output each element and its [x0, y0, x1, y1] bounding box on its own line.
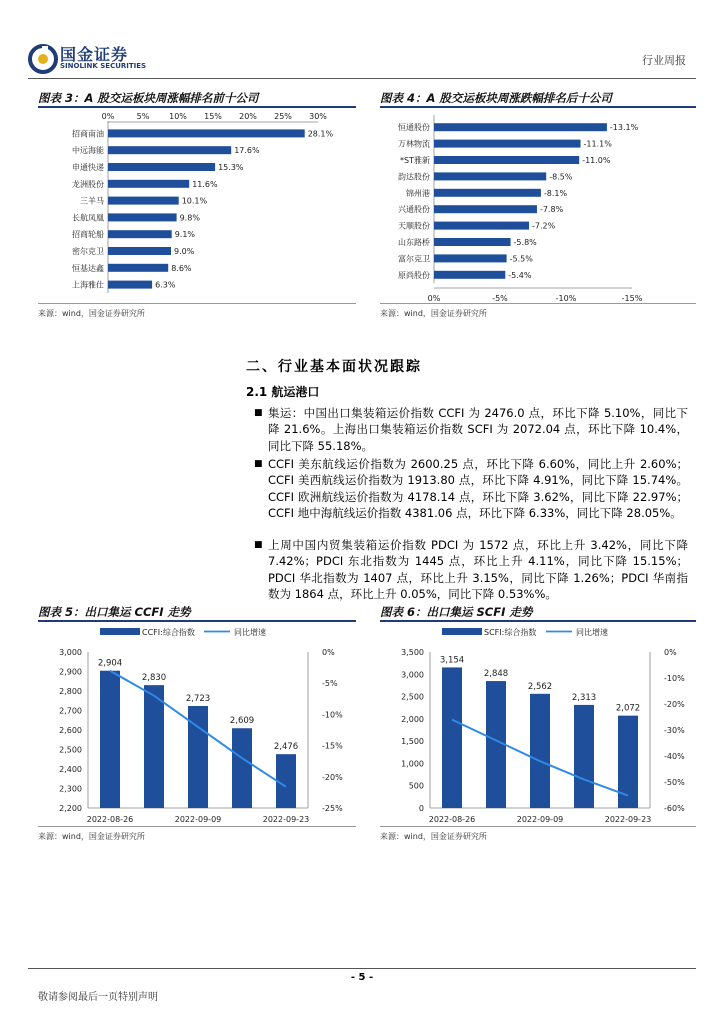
- data-label: -5.5%: [509, 254, 533, 264]
- category-label: 兴通股份: [398, 205, 430, 215]
- bar: [108, 180, 189, 188]
- logo-text: 国金证券: [60, 45, 129, 64]
- x-tick-label: 2022-09-09: [174, 815, 222, 824]
- data-label: -11.1%: [583, 139, 612, 149]
- data-label: 3,154: [439, 655, 465, 666]
- y-right-tick-label: 0%: [664, 648, 677, 657]
- sinolink-logo-icon: [28, 44, 58, 74]
- x-tick-label: -5%: [492, 294, 508, 303]
- y-left-tick-label: 2,200: [59, 804, 82, 813]
- data-label: -13.1%: [609, 123, 639, 133]
- y-right-tick-label: -50%: [664, 778, 685, 787]
- fig4-source: 来源：wind，国金证券研究所: [380, 309, 487, 318]
- category-label: 三羊马: [80, 196, 104, 206]
- data-label: 8.6%: [171, 263, 192, 273]
- category-label: 恒通股份: [398, 123, 430, 133]
- x-tick-label: 15%: [204, 112, 222, 121]
- data-label: 15.3%: [218, 163, 244, 172]
- legend-label: 同比增速: [234, 628, 266, 637]
- category-label: 韵达股份: [398, 172, 430, 182]
- x-tick-label: 20%: [239, 112, 257, 121]
- x-tick-label: 5%: [136, 112, 150, 121]
- data-label: 2,562: [527, 681, 553, 692]
- category-label: 山东路桥: [398, 238, 430, 247]
- fig5-source: 来源：wind，国金证券研究所: [38, 832, 145, 841]
- footer-rule: [28, 968, 696, 969]
- fig3-source: 来源：wind，国金证券研究所: [38, 309, 145, 318]
- y-left-tick-label: 2,900: [59, 667, 82, 677]
- bar: [108, 197, 179, 205]
- bar: [232, 728, 252, 808]
- category-label: 密尔克卫: [72, 247, 104, 256]
- x-tick-label: 30%: [309, 112, 327, 121]
- data-label: 10.1%: [181, 196, 208, 206]
- bar: [442, 667, 462, 808]
- category-label: 原尚股份: [398, 270, 430, 280]
- category-label: 锦州港: [406, 188, 430, 198]
- legend-label: 同比增速: [576, 628, 608, 637]
- y-right-tick-label: -5%: [322, 679, 338, 689]
- bar: [434, 254, 507, 262]
- y-left-tick-label: 2,600: [59, 726, 82, 735]
- y-right-tick-label: 0%: [322, 648, 335, 657]
- fig5-chart: [38, 622, 358, 826]
- category-label: 恒基达鑫: [72, 263, 104, 273]
- category-label: 招商轮船: [72, 230, 104, 240]
- data-label: 2,609: [229, 716, 255, 727]
- fig3-chart: [38, 108, 358, 304]
- bar: [108, 213, 177, 221]
- y-right-tick-label: -40%: [664, 752, 685, 761]
- y-left-tick-label: 2,000: [401, 714, 424, 724]
- category-label: 申通快递: [72, 163, 104, 172]
- y-right-tick-label: -20%: [664, 700, 685, 709]
- data-label: 2,848: [483, 669, 509, 680]
- data-label: -8.1%: [543, 188, 568, 198]
- bar: [434, 123, 607, 131]
- y-right-tick-label: -10%: [322, 710, 343, 720]
- bar: [434, 140, 581, 148]
- x-tick-label: 10%: [169, 112, 187, 121]
- y-left-tick-label: 2,500: [401, 692, 424, 702]
- y-right-tick-label: -15%: [322, 741, 343, 751]
- y-left-tick-label: 2,500: [59, 745, 82, 755]
- y-right-tick-label: -25%: [322, 804, 343, 813]
- header-rule: [28, 78, 696, 79]
- y-left-tick-label: 3,000: [401, 670, 424, 680]
- data-label: -5.8%: [513, 238, 537, 247]
- data-label: 11.6%: [192, 179, 218, 189]
- data-label: 2,313: [571, 692, 597, 703]
- bar: [108, 146, 231, 154]
- bar: [434, 172, 546, 180]
- data-label: -11.0%: [582, 156, 611, 165]
- bar: [434, 156, 579, 164]
- data-label: -5.4%: [508, 270, 532, 280]
- footer-disclaimer: 敬请参阅最后一页特别声明: [38, 992, 158, 1003]
- y-left-tick-label: 2,700: [59, 706, 82, 716]
- data-label: 2,072: [615, 703, 641, 714]
- fig6-title: 图表 6：出口集运 SCFI 走势: [380, 605, 533, 619]
- fig6-bottom-rule: [380, 826, 696, 827]
- report-type: 行业周报: [642, 54, 686, 67]
- x-tick-label: 2022-09-23: [604, 815, 652, 824]
- legend-label: CCFI:综合指数: [142, 628, 195, 637]
- bar: [144, 685, 164, 808]
- bar: [574, 705, 594, 808]
- bar: [434, 205, 537, 213]
- category-label: 龙洲股份: [72, 179, 104, 189]
- category-label: 富尔克卫: [398, 254, 430, 264]
- category-label: 中远海能: [72, 146, 104, 156]
- legend-label: SCFI:综合指数: [484, 628, 537, 637]
- fig4-chart: [380, 108, 696, 304]
- y-right-tick-label: -10%: [664, 674, 685, 683]
- category-label: 上海雅仕: [72, 280, 104, 290]
- bar: [100, 671, 120, 808]
- y-left-tick-label: 2,300: [59, 784, 82, 794]
- fig4-bottom-rule: [380, 303, 696, 304]
- data-label: 6.3%: [155, 280, 176, 290]
- bullet-paragraph-2: CCFI 美东航线运价指数为 2600.25 点，环比下降 6.60%，同比上升 2.60%；CCFI 美西航线运价指数为 1913.80 点，环比下降 4.91%，同比下降 15.74%。CCFI 欧洲航线运价指数为 4178.14 点，环比下降 3.62%，同比下降 22.97%；CCFI 地中海航线运价指数 4381.06 点，环比下降 6.33%，同比下降 28.05%。: [268, 457, 688, 520]
- x-tick-label: -10%: [555, 294, 577, 303]
- legend-swatch-bar: [442, 628, 482, 635]
- y-left-tick-label: 500: [408, 781, 424, 791]
- page-number: - 5 -: [350, 972, 374, 983]
- category-label: 天顺股份: [398, 221, 430, 231]
- y-left-tick-label: 1,000: [401, 759, 424, 769]
- fig5-title: 图表 5：出口集运 CCFI 走势: [38, 605, 191, 619]
- y-left-tick-label: 1,500: [401, 737, 424, 747]
- category-label: 万林物流: [398, 139, 430, 149]
- data-label: 2,830: [141, 673, 167, 684]
- data-label: 9.8%: [179, 213, 200, 223]
- bar: [108, 247, 171, 255]
- fig5-bottom-rule: [38, 826, 356, 827]
- data-label: -7.2%: [532, 221, 556, 231]
- x-tick-label: 2022-09-23: [262, 815, 310, 824]
- fig3-title: 图表 3：A 股交运板块周涨幅排名前十公司: [38, 91, 259, 105]
- fig6-source: 来源：wind，国金证券研究所: [380, 832, 487, 841]
- bar: [108, 163, 215, 171]
- y-left-tick-label: 3,500: [401, 648, 424, 657]
- y-right-tick-label: -60%: [664, 804, 685, 813]
- bar: [530, 694, 550, 808]
- y-left-tick-label: 3,000: [59, 648, 82, 657]
- category-label: *ST雅新: [400, 156, 430, 165]
- y-left-tick-label: 2,800: [59, 687, 82, 696]
- subsection-heading: 2.1 航运港口: [246, 385, 320, 399]
- fig6-chart: [380, 622, 696, 826]
- bar: [434, 271, 505, 279]
- y-left-tick-label: 2,400: [59, 765, 82, 774]
- x-tick-label: 2022-09-09: [516, 815, 564, 824]
- category-label: 长航凤凰: [72, 213, 104, 223]
- section-heading: 二、行业基本面状况跟踪: [246, 359, 422, 375]
- bullet-paragraph-3: 上周中国内贸集装箱运价指数 PDCI 为 1572 点，环比上升 3.42%，同比下降 7.42%；PDCI 东北指数为 1445 点，环比上升 4.11%，同比下降 15.15%；PDCI 华北指数为 1407 点，环比上升 3.15%，同比下降 1.26%；PDCI 华南指数为 1864 点，环比上升 0.05%，同比下降 0.53%%。: [268, 538, 688, 601]
- x-tick-label: -15%: [621, 294, 643, 303]
- y-right-tick-label: -20%: [322, 772, 343, 782]
- bar: [618, 716, 638, 808]
- data-label: 2,723: [185, 694, 211, 705]
- data-label: 9.1%: [174, 230, 196, 240]
- bar: [108, 264, 168, 272]
- bar: [108, 230, 172, 238]
- bullet-paragraph-1: 集运：中国出口集装箱运价指数 CCFI 为 2476.0 点，环比下降 5.10%，同比下降 21.6%。上海出口集装箱运价指数 SCFI 为 2072.04 点，环比下降 10.4%，同比下降 55.18%。: [268, 406, 688, 453]
- category-label: 招商南油: [72, 129, 104, 139]
- bullet-icon: ■: [254, 459, 263, 469]
- data-label: 28.1%: [307, 129, 334, 139]
- data-label: 9.0%: [174, 247, 195, 256]
- fig3-bottom-rule: [38, 303, 356, 304]
- bar: [434, 238, 511, 246]
- legend-swatch-bar: [100, 628, 140, 635]
- fig4-title: 图表 4：A 股交运板块周涨跌幅排名后十公司: [380, 91, 612, 105]
- x-tick-label: 2022-08-26: [86, 815, 134, 824]
- x-tick-label: 25%: [274, 112, 292, 121]
- bar: [434, 189, 541, 197]
- x-tick-label: 2022-08-26: [428, 815, 476, 824]
- bar: [108, 281, 152, 289]
- data-label: 17.6%: [234, 146, 260, 156]
- x-tick-label: 0%: [427, 294, 441, 303]
- data-label: 2,476: [273, 742, 299, 753]
- data-label: 2,904: [97, 658, 123, 669]
- bar: [434, 222, 529, 230]
- logo-english: SINOLINK SECURITIES: [60, 62, 147, 70]
- bar: [108, 129, 305, 137]
- data-label: -8.5%: [549, 172, 573, 182]
- y-right-tick-label: -30%: [664, 726, 685, 735]
- x-tick-label: 0%: [101, 112, 115, 121]
- bullet-icon: ■: [254, 408, 263, 418]
- data-label: -7.8%: [539, 205, 564, 215]
- bullet-icon: ■: [254, 540, 263, 550]
- y-left-tick-label: 0: [418, 804, 424, 813]
